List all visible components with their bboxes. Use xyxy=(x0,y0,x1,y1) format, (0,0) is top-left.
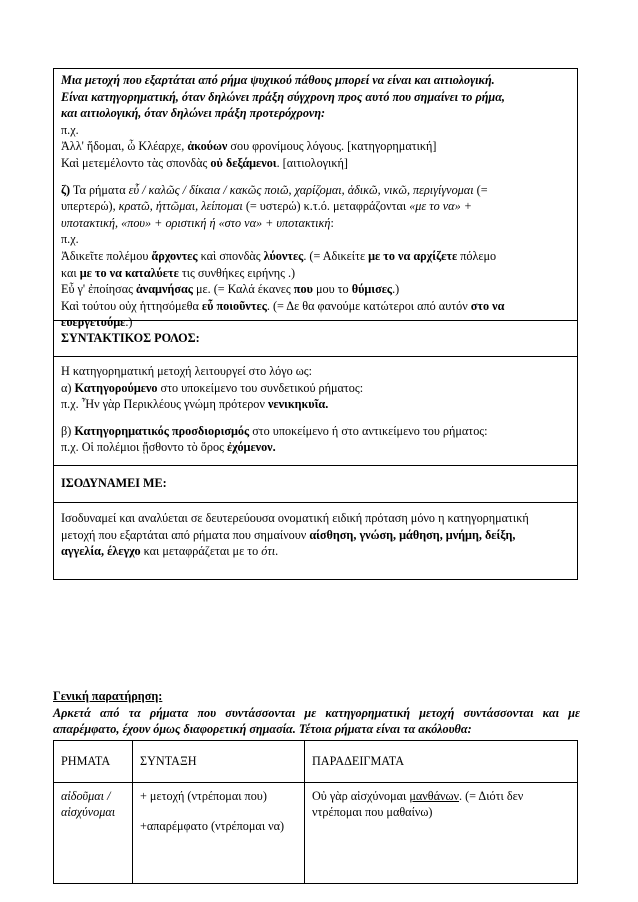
example-line-2: Καὶ μετεμέλοντο τὰς σπονδὰς οὐ δεξάμενοι. [αιτιολογική] xyxy=(61,155,348,170)
example-line-4: και με το να καταλύετε τις συνθήκες ειρήνης .) xyxy=(61,265,296,280)
equivalence-content-cell xyxy=(54,503,577,579)
example-line-1: Ἀλλ' ἥδομαι, ὦ Κλέαρχε, ἀκούων σου φρονίμους λόγους. [κατηγορηματική] xyxy=(61,139,437,154)
z-rule-line-3: υποτακτική, «που» + οριστική ή «στο να» + υποτακτική: xyxy=(61,215,334,230)
example-label-2: π.χ. xyxy=(61,232,79,247)
syntax-content-cell xyxy=(54,357,577,466)
syntax-line-1: Η κατηγορηματική μετοχή λειτουργεί στο λόγο ως: xyxy=(61,364,313,378)
example-line-7: ευεργετούμε.) xyxy=(61,315,133,330)
intro-line-1: Μια μετοχή που εξαρτάται από ρήμα ψυχικού πάθους μπορεί να είναι και αιτιολογική. xyxy=(61,73,495,87)
syntax-heading: ΣΥΝΤΑΚΤΙΚΟΣ ΡΟΛΟΣ: xyxy=(61,331,200,345)
syntax-cell xyxy=(133,782,305,883)
general-note xyxy=(53,688,580,738)
intro-line-2: Είναι κατηγορηματική, όταν δηλώνει πράξη σύγχρονη προς αυτό που σημαίνει το ρήμα, xyxy=(61,89,505,104)
grammar-box xyxy=(53,68,578,580)
example-line-5: Εὖ γ' ἐποίησας ἀναμνήσας με. (= Καλά έκανες που μου το θύμισες.) xyxy=(61,282,400,297)
participle-explanation-cell xyxy=(54,69,577,330)
syntax-line-5: π.χ. Οἱ πολέμιοι ᾔσθοντο τὸ ὄρος ἐχόμενον. xyxy=(61,440,276,455)
verbs-table xyxy=(53,740,578,884)
equivalence-line-3: αγγελία, έλεγχο και μεταφράζεται με το ότι. xyxy=(61,544,279,559)
z-rule-line-2: υπερτερώ), κρατῶ, ἡττῶμαι, λείπομαι (= υστερώ) κ.τ.ό. μεταφράζονται «με το να» + xyxy=(61,199,472,214)
equivalence-line-1: Ισοδυναμεί και αναλύεται σε δευτερεύουσα ονοματική ειδική πρόταση μόνο η κατηγορηματική xyxy=(61,511,529,525)
verb-cell xyxy=(54,782,133,883)
syntax-line-3: π.χ. Ἦν γὰρ Περικλέους γνώμη πρότερον νενικηκυῖα. xyxy=(61,397,329,412)
example-text-2: ντρέπομαι που μαθαίνω) xyxy=(312,805,433,820)
example-cell xyxy=(305,782,578,883)
table-row xyxy=(54,782,578,883)
intro-line-3: και αιτιολογική, όταν δηλώνει πράξη προτερόχρονη: xyxy=(61,106,326,121)
header-syntax: ΣΥΝΤΑΞΗ xyxy=(133,741,305,783)
syntax-option-1: + μετοχή (ντρέπομαι που) xyxy=(140,788,267,803)
equivalence-line-2: μετοχή που εξαρτάται από ρήματα που σημαίνουν αίσθηση, γνώση, μάθηση, μνήμη, δείξη, xyxy=(61,527,516,542)
z-rule-line-1: ζ) Τα ρήματα εὖ / καλῶς / δίκαια / κακῶς ποιῶ, χαρίζομαι, ἀδικῶ, νικῶ, περιγίγνομαι (= xyxy=(61,182,488,197)
verb-line-1: αἰδοῦμαι / xyxy=(61,788,111,803)
syntax-line-2: α) Κατηγορούμενο στο υποκείμενο του συνδετικού ρήματος: xyxy=(61,380,364,395)
header-verbs: ΡΗΜΑΤΑ xyxy=(54,741,133,783)
example-line-3: Ἀδικεῖτε πολέμου ἄρχοντες καὶ σπονδὰς λύοντες. (= Αδικείτε με το να αρχίζετε πόλεμο xyxy=(61,248,497,263)
example-label: π.χ. xyxy=(61,122,79,137)
note-body: Αρκετά από τα ρήματα που συντάσσονται με κατηγορηματική μετοχή συντάσσονται και με απαρέμφατο, έχουν όμως διαφορετική σημασία. Τέτοια ρήματα είναι τα ακόλουθα: xyxy=(53,705,580,737)
table-header-row xyxy=(54,741,578,783)
example-text-1: Οὐ γὰρ αἰσχύνομαι μανθάνων. (= Διότι δεν xyxy=(312,788,524,803)
syntax-option-2: +απαρέμφατο (ντρέπομαι να) xyxy=(140,819,285,834)
equivalence-heading-cell xyxy=(54,466,577,503)
syntax-line-4: β) Κατηγορηματικός προσδιορισμός στο υποκείμενο ή στο αντικείμενο του ρήματος: xyxy=(61,423,488,438)
example-line-6: Καὶ τούτου οὐχ ἡττησόμεθα εὖ ποιοῦντες. (= Δε θα φανούμε κατώτεροι από αυτόν στο να xyxy=(61,298,505,313)
equivalence-heading: ΙΣΟΔΥΝΑΜΕΙ ΜΕ: xyxy=(61,476,167,490)
note-title: Γενική παρατήρηση: xyxy=(53,689,163,703)
verb-line-2: αἰσχύνομαι xyxy=(61,805,116,820)
syntax-heading-cell xyxy=(54,321,577,357)
header-examples: ΠΑΡΑΔΕΙΓΜΑΤΑ xyxy=(305,741,578,783)
